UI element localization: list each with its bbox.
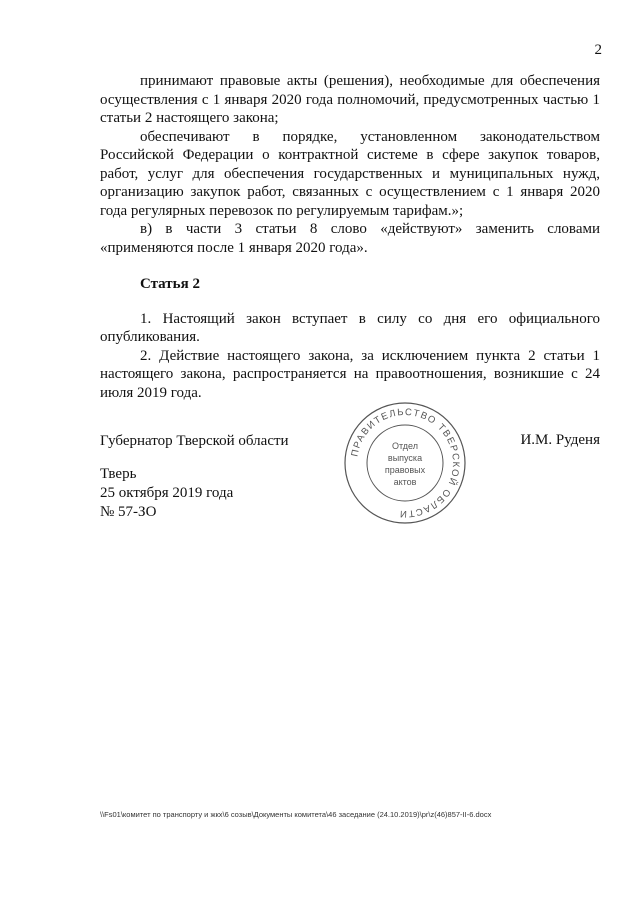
seal-center-line-3: правовых bbox=[384, 465, 426, 475]
seal-center-line-4: актов bbox=[393, 477, 417, 487]
city: Тверь bbox=[100, 466, 137, 482]
body-paragraph-3: в) в части 3 статьи 8 слово «действуют» заменить словами «применяются после 1 января 2020 года». bbox=[100, 221, 600, 256]
seal-center-line-1: Отдел bbox=[391, 441, 419, 451]
seal-icon bbox=[340, 398, 470, 528]
document-body bbox=[100, 72, 600, 402]
page-number: 2 bbox=[594, 42, 602, 58]
document-date: 25 октября 2019 года bbox=[100, 485, 234, 501]
article-paragraph-1: 1. Настоящий закон вступает в силу со дня его официального опубликования. bbox=[100, 310, 600, 345]
signature-block bbox=[100, 432, 289, 522]
law-number: № 57-ЗО bbox=[100, 504, 157, 520]
signer-name: И.М. Руденя bbox=[520, 432, 600, 448]
footer-file-path: \\Fs01\комитет по транспорту и жкх\6 созыв\Документы комитета\46 заседание (24.10.2019)\pr\z(46)857-II-6.docx bbox=[100, 810, 492, 819]
article-paragraph-2: 2. Действие настоящего закона, за исключением пункта 2 статьи 1 настоящего закона, распространяется на правоотношения, возникшие с 24 июля 2019 года. bbox=[100, 347, 600, 401]
seal-ring-text: ПРАВИТЕЛЬСТВО ТВЕРСКОЙ ОБЛАСТИ bbox=[349, 406, 462, 520]
governor-title: Губернатор Тверской области bbox=[100, 433, 289, 449]
body-paragraph-1: принимают правовые акты (решения), необходимые для обеспечения осуществления с 1 января 2020 года полномочий, предусмотренных частью 1 статьи 2 настоящего закона; bbox=[100, 73, 600, 126]
official-seal-stamp bbox=[340, 398, 470, 528]
article-heading: Статья 2 bbox=[140, 276, 200, 292]
seal-center-line-2: выпуска bbox=[387, 453, 423, 463]
body-paragraph-2: обеспечивают в порядке, установленном законодательством Российской Федерации о контрактной системе в сфере закупок товаров, работ, услуг для обеспечения государственных и муниципальных нужд, организацию закупок работ, связанных с осуществлением с 1 января 2020 года регулярных перевозок по регулируемым тарифам.»; bbox=[100, 128, 600, 219]
